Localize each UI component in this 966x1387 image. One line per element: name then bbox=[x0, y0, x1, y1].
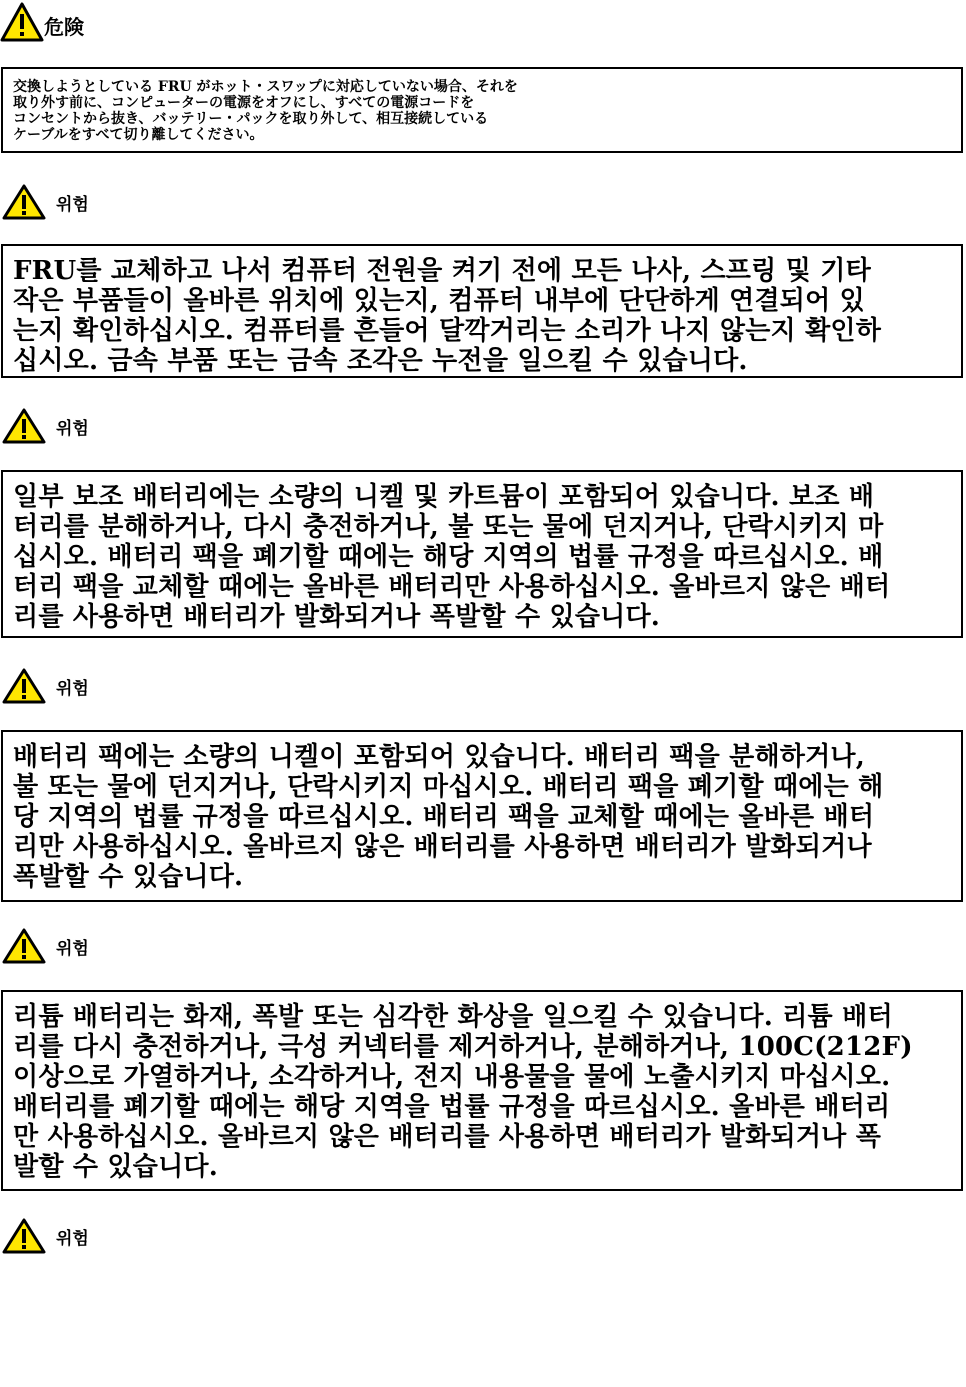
danger-heading bbox=[0, 928, 89, 964]
heading-label: 위험 bbox=[56, 1228, 89, 1249]
warning-triangle-icon bbox=[2, 928, 46, 964]
danger-notice-box: 리튬 배터리는 화재, 폭발 또는 심각한 화상을 일으킬 수 있습니다. 리튬 배터 리를 다시 충전하거나, 극성 커넥터를 제거하거나, 분해하거나, 100C(212F) 이상으로 가열하거나, 소각하거나, 전지 내용물을 물에 노출시키지 마십시오. 배터리를 폐기할 때에는 해당 지역을 법률 규정을 따르십시오. 올바른 배터리 만 사용하십시오. 올바르지 않은 배터리를 사용하면 배터리가 발화되거나 폭 발할 수 있습니다. bbox=[1, 990, 963, 1191]
warning-triangle-icon bbox=[2, 1218, 46, 1254]
danger-heading bbox=[0, 184, 89, 220]
warning-triangle-icon bbox=[2, 668, 46, 704]
warning-triangle-icon bbox=[2, 184, 46, 220]
warning-triangle-icon bbox=[2, 408, 46, 444]
danger-heading bbox=[0, 668, 89, 704]
heading-label: 위험 bbox=[56, 194, 89, 215]
danger-notice-box: 交換しようとしている FRU がホット・スワップに対応していない場合、それを 取り外す前に、コンピューターの電源をオフにし、すべての電源コードを コンセントから抜き、バッテリー・パックを取り外して、相互接続している ケーブルをすべて切り離してください。 bbox=[1, 67, 963, 153]
danger-notice-box: 배터리 팩에는 소량의 니켈이 포함되어 있습니다. 배터리 팩을 분해하거나, 불 또는 물에 던지거나, 단락시키지 마십시오. 배터리 팩을 폐기할 때에는 해 당 지역의 법률 규정을 따르십시오. 배터리 팩을 교체할 때에는 올바른 배터 리만 사용하십시오. 올바르지 않은 배터리를 사용하면 배터리가 발화되거나 폭발할 수 있습니다. bbox=[1, 730, 963, 902]
heading-label: 危険 bbox=[44, 15, 84, 39]
warning-triangle-icon bbox=[0, 2, 44, 42]
heading-label: 위험 bbox=[56, 938, 89, 959]
heading-label: 위험 bbox=[56, 418, 89, 439]
danger-heading bbox=[0, 2, 84, 42]
danger-notice-box: 일부 보조 배터리에는 소량의 니켈 및 카트뮴이 포함되어 있습니다. 보조 배 터리를 분해하거나, 다시 충전하거나, 불 또는 물에 던지거나, 단락시키지 마 십시오. 배터리 팩을 폐기할 때에는 해당 지역의 법률 규정을 따르십시오. 배 터리 팩을 교체할 때에는 올바른 배터리만 사용하십시오. 올바르지 않은 배터 리를 사용하면 배터리가 발화되거나 폭발할 수 있습니다. bbox=[1, 470, 963, 638]
heading-label: 위험 bbox=[56, 678, 89, 699]
danger-heading bbox=[0, 408, 89, 444]
danger-notice-box: FRU를 교체하고 나서 컴퓨터 전원을 켜기 전에 모든 나사, 스프링 및 기타 작은 부품들이 올바른 위치에 있는지, 컴퓨터 내부에 단단하게 연결되어 있 는지 확인하십시오. 컴퓨터를 흔들어 달깍거리는 소리가 나지 않는지 확인하 십시오. 금속 부품 또는 금속 조각은 누전을 일으킬 수 있습니다. bbox=[1, 244, 963, 378]
danger-heading bbox=[0, 1218, 89, 1254]
